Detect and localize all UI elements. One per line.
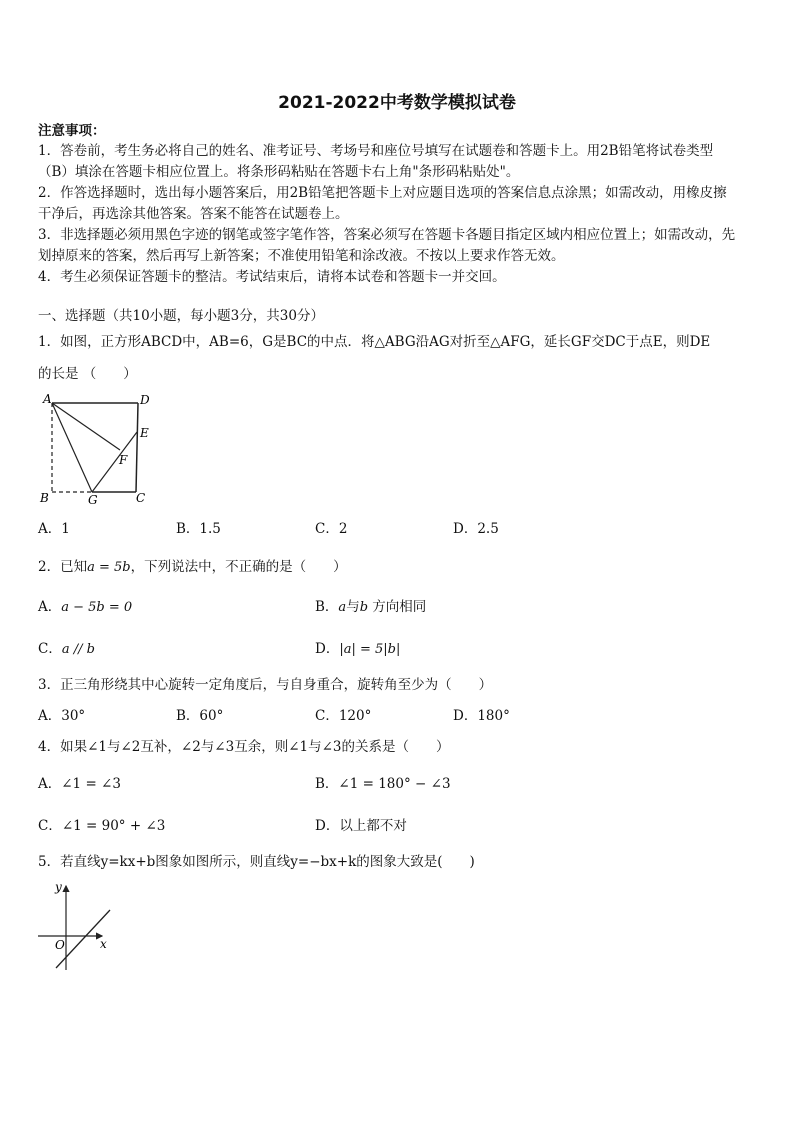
option-label: C． [38, 641, 62, 657]
option-a[interactable]: A．1 [38, 521, 70, 537]
notes-heading: 注意事项： [38, 123, 106, 139]
notes-line: 4．考生必须保证答题卡的整洁。考试结束后，请将本试卷和答题卡一并交回。 [38, 269, 506, 285]
question-1-stem-cont: 的长是 （ ） [38, 366, 137, 382]
notes-line: 3．非选择题必须用黑色字迹的钢笔或签字笔作答，答案必须写在答题卡各题目指定区域内相应位置上；如需改动，先 [38, 227, 736, 243]
option-math: a − 5b = 0 [61, 600, 133, 615]
option-b[interactable] [315, 598, 426, 617]
question-5-figure [36, 880, 126, 975]
option-d[interactable]: D．180° [453, 708, 510, 724]
option-d[interactable]: D．以上都不对 [315, 818, 407, 834]
option-math-2: b [359, 600, 369, 615]
label-D: D [140, 393, 150, 407]
option-math: a [338, 600, 347, 615]
axis-label-x: x [100, 937, 107, 951]
question-3-stem: 3．正三角形绕其中心旋转一定角度后，与自身重合，旋转角至少为（ ） [38, 677, 493, 693]
question-1-figure [36, 390, 166, 508]
option-label: B． [315, 599, 339, 615]
origin-label: O [55, 938, 65, 952]
axis-label-y: y [55, 880, 62, 894]
question-2-stem [38, 558, 347, 577]
stem-suffix: ，下列说法中，不正确的是（ ） [130, 559, 347, 575]
label-A: A [43, 392, 52, 406]
option-b[interactable]: B．∠1 = 180° − ∠3 [315, 776, 451, 792]
question-5-stem: 5．若直线y=kx+b图象如图所示，则直线y=−bx+k的图象大致是( ) [38, 854, 475, 870]
option-a[interactable]: A．∠1 = ∠3 [38, 776, 121, 792]
question-4-stem: 4．如果∠1与∠2互补，∠2与∠3互余，则∠1与∠3的关系是（ ） [38, 739, 450, 755]
option-label: D． [315, 641, 340, 657]
option-d[interactable] [315, 640, 400, 659]
label-E: E [140, 426, 149, 440]
option-text-2: 方向相同 [368, 599, 427, 615]
notes-line: 2．作答选择题时，选出每小题答案后，用2B铅笔把答题卡上对应题目选项的答案信息点涂黑；如需改动，用橡皮擦 [38, 185, 727, 201]
question-1-stem: 1．如图，正方形ABCD中，AB=6，G是BC的中点．将△ABG沿AG对折至△AFG，延长GF交DC于点E，则DE [38, 334, 711, 350]
stem-math: a = 5b [87, 560, 131, 575]
notes-line: 划掉原来的答案，然后再写上新答案；不准使用铅笔和涂改液。不按以上要求作答无效。 [38, 248, 565, 264]
label-F: F [119, 453, 128, 467]
option-a[interactable]: A．30° [38, 708, 86, 724]
option-c[interactable]: C．120° [315, 708, 372, 724]
stem-prefix: 2．已知 [38, 559, 88, 575]
option-c[interactable] [38, 640, 95, 659]
notes-line: 干净后，再选涂其他答案。答案不能答在试题卷上。 [38, 206, 349, 222]
page-title: 2021-2022中考数学模拟试卷 [278, 93, 516, 113]
option-d[interactable]: D．2.5 [453, 521, 499, 537]
option-label: A． [38, 599, 62, 615]
option-a[interactable] [38, 598, 132, 617]
option-c[interactable]: C．∠1 = 90° + ∠3 [38, 818, 166, 834]
option-math: a // b [61, 642, 95, 657]
option-math: |a| = 5|b| [339, 642, 401, 657]
section-heading: 一、选择题（共10小题，每小题3分，共30分） [38, 308, 324, 324]
option-b[interactable]: B．60° [176, 708, 224, 724]
notes-line: 1．答卷前，考生务必将自己的姓名、准考证号、考场号和座位号填写在试题卷和答题卡上。用2B铅笔将试卷类型 [38, 143, 714, 159]
option-c[interactable]: C．2 [315, 521, 348, 537]
label-C: C [136, 491, 146, 505]
option-b[interactable]: B．1.5 [176, 521, 221, 537]
label-G: G [88, 493, 98, 507]
notes-line: （B）填涂在答题卡相应位置上。将条形码粘贴在答题卡右上角"条形码粘贴处"。 [38, 164, 520, 180]
option-text: 与 [346, 599, 360, 615]
label-B: B [40, 491, 49, 505]
